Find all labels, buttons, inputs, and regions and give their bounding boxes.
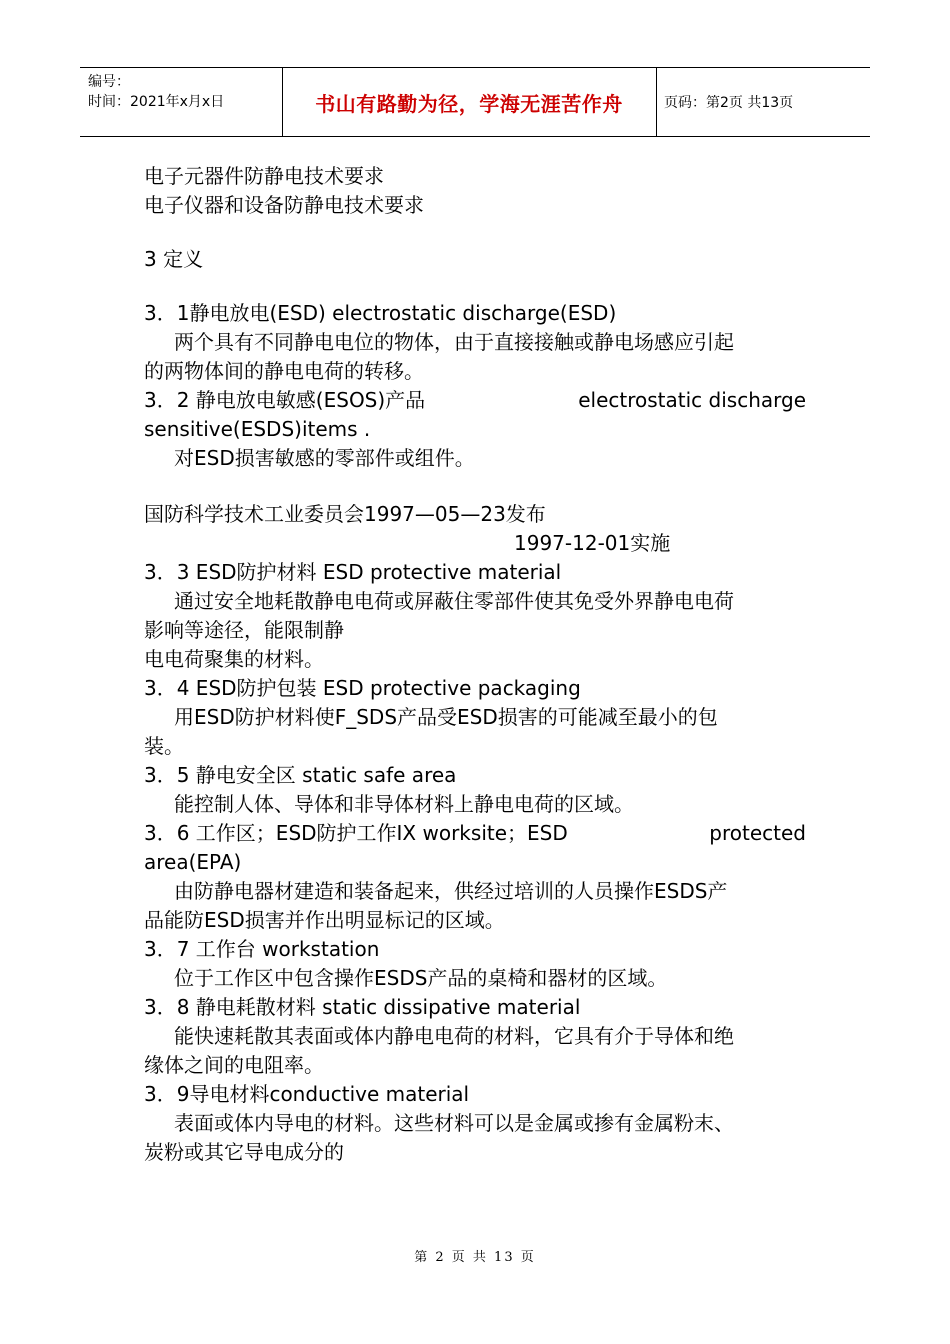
text-line: 对ESD损害敏感的零部件或组件。 — [174, 446, 475, 470]
text-line: 电子仪器和设备防静电技术要求 — [144, 193, 424, 217]
text-line: 影响等途径，能限制静 — [144, 618, 344, 642]
text-line: 位于工作区中包含操作ESDS产品的桌椅和器材的区域。 — [174, 966, 668, 990]
text-line: area(EPA) — [144, 850, 242, 874]
header-page-info: 页码：第2页 共13页 — [664, 95, 794, 111]
definition-heading: 3．1静电放电(ESD) electrostatic discharge(ESD) — [144, 301, 617, 325]
text-line: 表面或体内导电的材料。这些材料可以是金属或掺有金属粉末、 — [174, 1111, 734, 1135]
heading-part: protected — [709, 821, 806, 845]
definition-heading: 3．8 静电耗散材料 static dissipative material — [144, 995, 581, 1019]
text-line: 的两物体间的静电电荷的转移。 — [144, 359, 424, 383]
text-line: 品能防ESD损害并作出明显标记的区域。 — [144, 908, 505, 932]
text-line: 用ESD防护材料使F_SDS产品受ESD损害的可能减至最小的包 — [174, 705, 718, 729]
text-line: sensitive(ESDS)items . — [144, 417, 371, 441]
effective-line: 1997-12-01实施 — [514, 531, 671, 555]
definition-heading: 3．9导电材料conductive material — [144, 1082, 470, 1106]
definition-heading — [144, 819, 806, 848]
page-header — [80, 67, 870, 137]
text-line: 通过安全地耗散静电电荷或屏蔽住零部件使其免受外界静电电荷 — [174, 589, 734, 613]
text-line: 电电荷聚集的材料。 — [144, 647, 324, 671]
definition-heading: 3．3 ESD防护材料 ESD protective material — [144, 560, 562, 584]
heading-part: electrostatic discharge — [578, 388, 806, 412]
page-footer: 第 2 页 共 13 页 — [414, 1250, 536, 1265]
text-line: 电子元器件防静电技术要求 — [144, 164, 384, 188]
section-heading: 3 定义 — [144, 247, 204, 271]
heading-part: 3．2 静电放电敏感(ESOS)产品 — [144, 388, 426, 412]
text-line: 炭粉或其它导电成分的 — [144, 1140, 344, 1164]
text-line: 由防静电器材建造和装备起来，供经过培训的人员操作ESDS产 — [174, 879, 728, 903]
text-line: 两个具有不同静电电位的物体，由于直接接触或静电场感应引起 — [174, 330, 734, 354]
header-meta — [88, 72, 224, 112]
text-line: 能快速耗散其表面或体内静电电荷的材料，它具有介于导体和绝 — [174, 1024, 734, 1048]
definition-heading: 3．5 静电安全区 static safe area — [144, 763, 457, 787]
text-line: 缘体之间的电阻率。 — [144, 1053, 324, 1077]
publish-line: 国防科学技术工业委员会1997—05—23发布 — [144, 502, 546, 526]
document-body — [144, 162, 806, 1167]
header-motto: 书山有路勤为径，学海无涯苦作舟 — [315, 91, 623, 116]
text-line: 能控制人体、导体和非导体材料上静电电荷的区域。 — [174, 792, 634, 816]
doc-number-label: 编号： — [88, 74, 130, 90]
header-divider — [656, 68, 657, 136]
text-line: 装。 — [144, 734, 184, 758]
definition-heading — [144, 386, 806, 415]
doc-time-label: 时间：2021年x月x日 — [88, 94, 225, 110]
heading-part: 3．6 工作区；ESD防护工作IX worksite；ESD — [144, 821, 568, 845]
definition-heading: 3．4 ESD防护包装 ESD protective packaging — [144, 676, 581, 700]
definition-heading: 3．7 工作台 workstation — [144, 937, 380, 961]
